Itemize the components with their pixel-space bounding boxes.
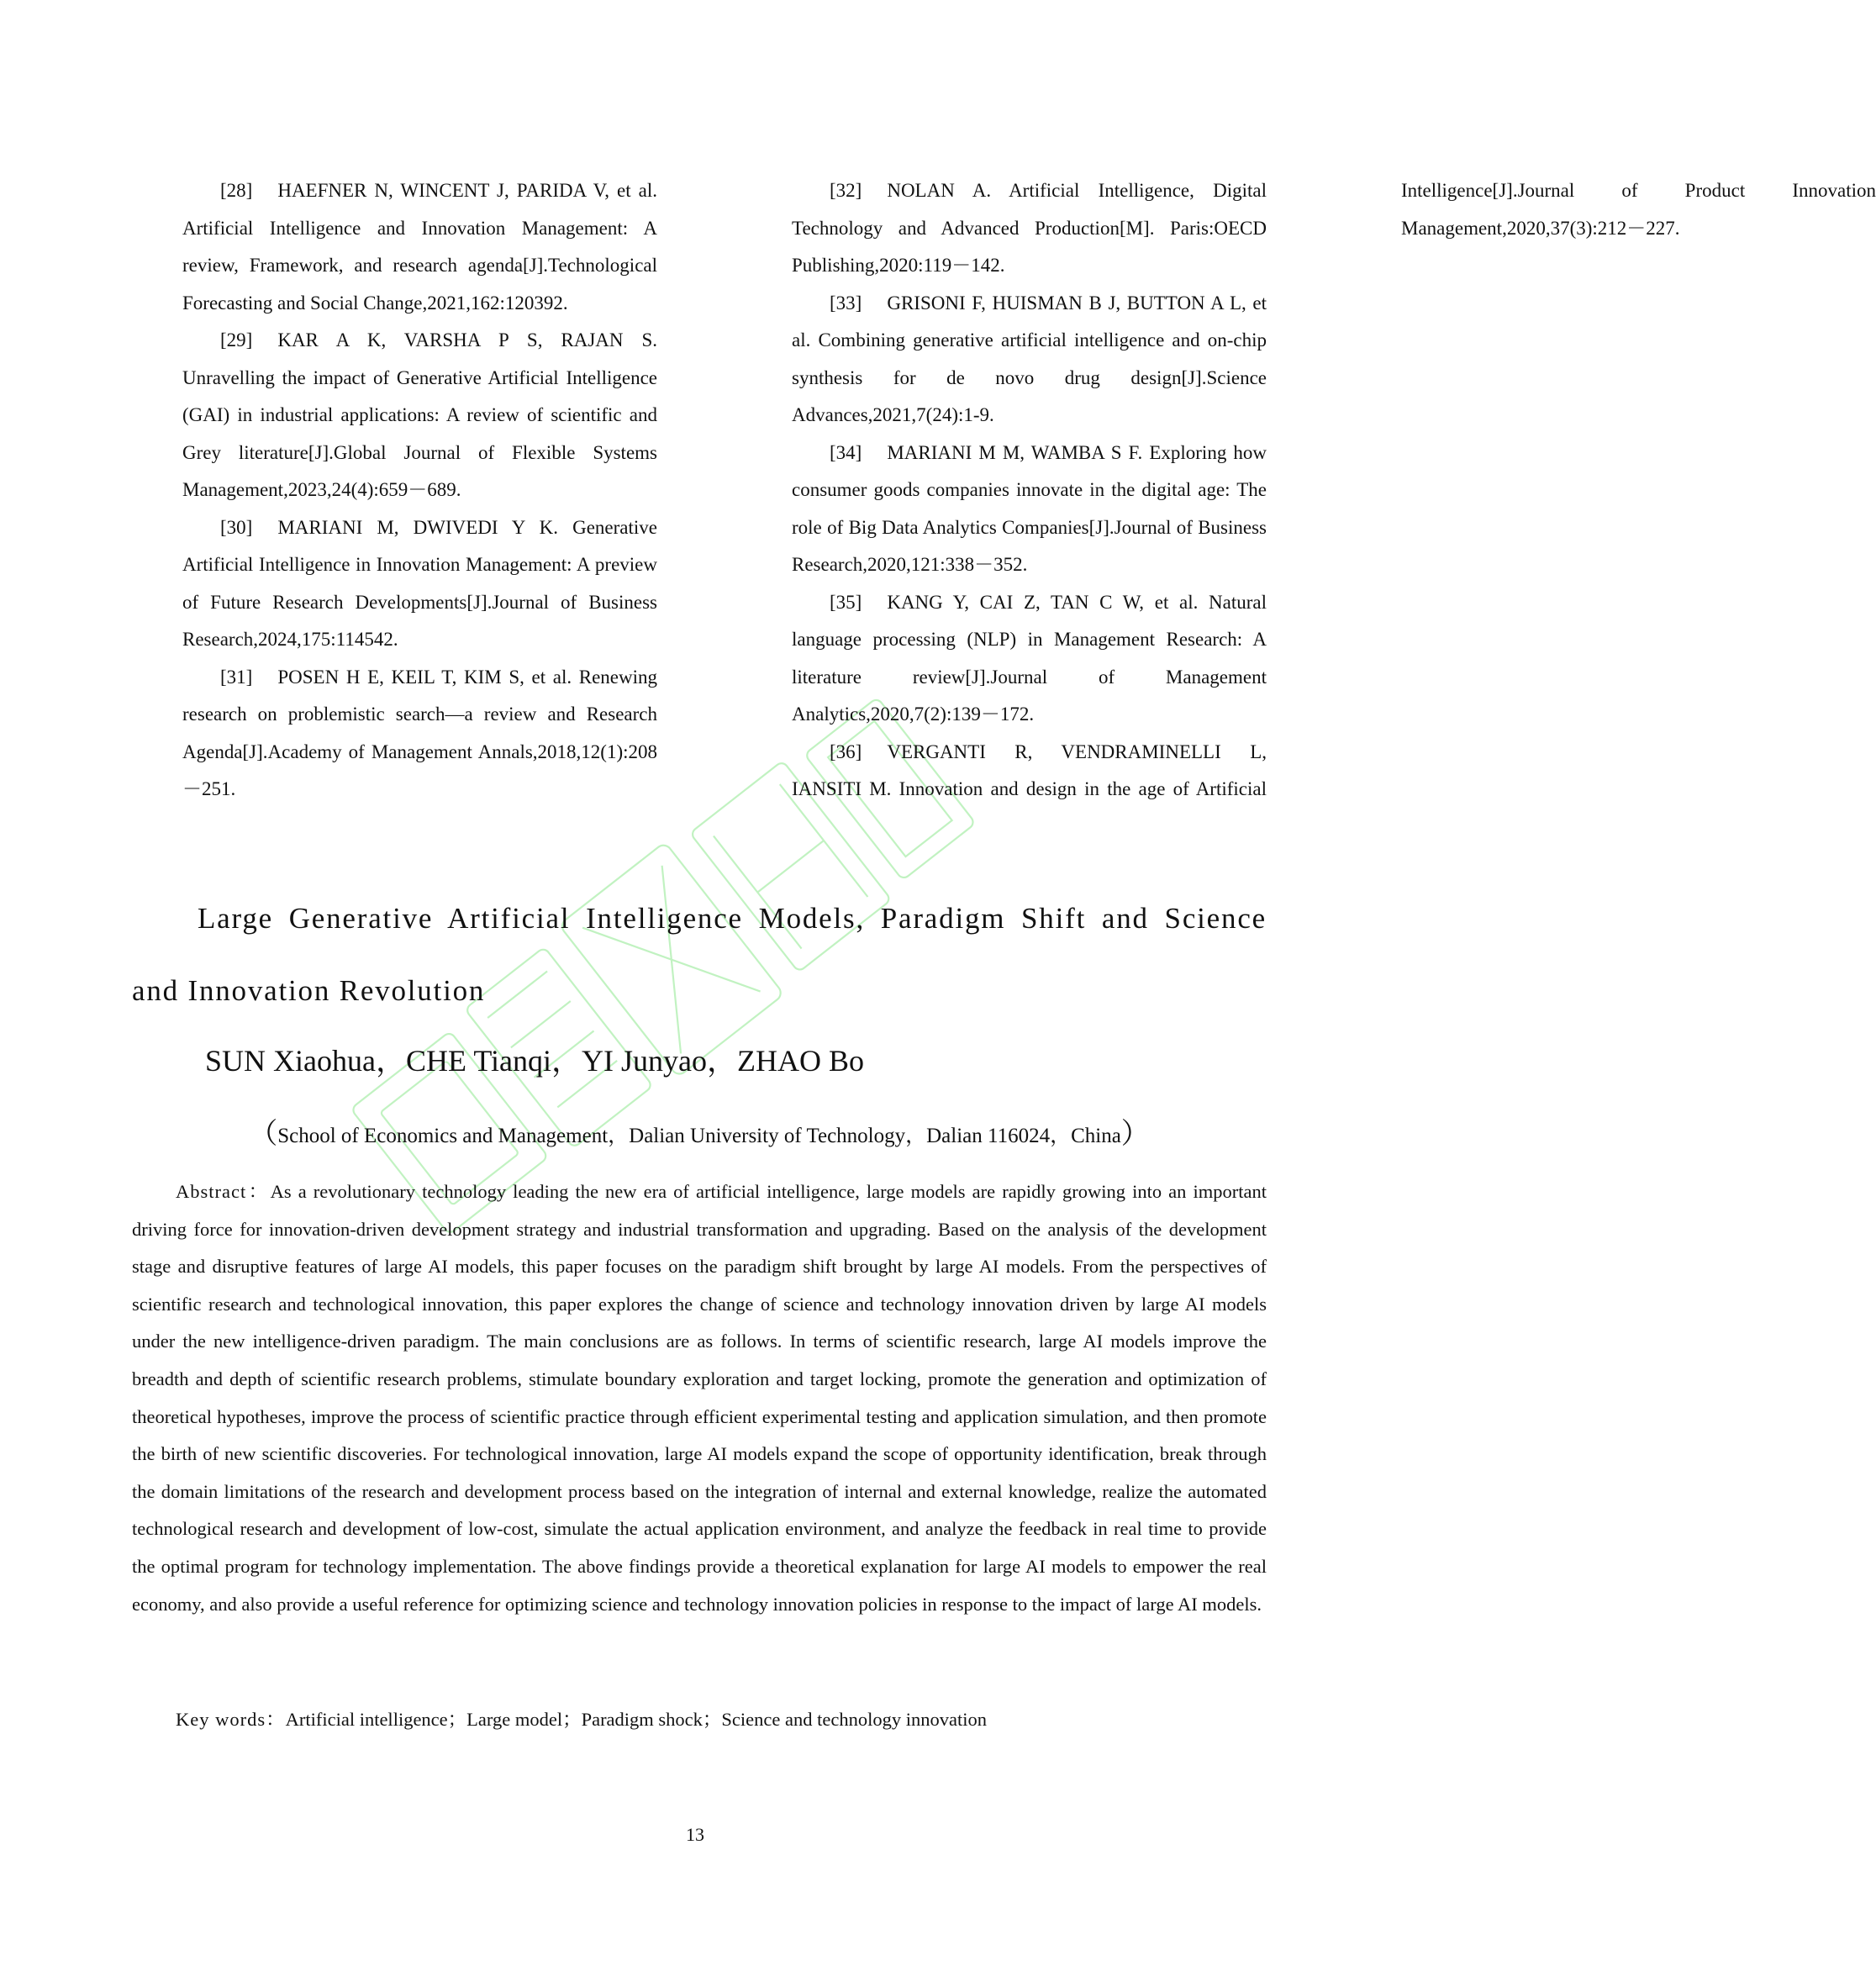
keywords-text: Artificial intelligence；Large model；Paradigm shock；Science and technology innovation (285, 1709, 987, 1730)
abstract-text: As a revolutionary technology leading the new era of artificial intelligence, large models are rapidly growing into an important driving force for innovation-driven development strategy and industrial transformation and upgrading. Based on the analysis of the development stage and disruptive features of large AI models, this paper focuses on the paradigm shift brought by large AI models. From the perspectives of scientific research and technological innovation, this paper explores the change of science and technology innovation driven by large AI models under the new intelligence-driven paradigm. The main conclusions are as follows. In terms of scientific research, large AI models improve the breadth and depth of scientific research problems, stimulate boundary exploration and target locking, promote the generation and optimization of theoretical hypotheses, improve the process of scientific practice through efficient experimental testing and application simulation, and then promote the birth of new scientific discoveries. For technological innovation, large AI models expand the scope of opportunity identification, break through the domain limitations of the research and development process based on the integration of internal and external knowledge, realize the automated technological research and development of low-cost, simulate the actual application environment, and analyze the feedback in real time to provide the optimal program for technology implementation. The above findings provide a theoretical explanation for large AI models to empower the real economy, and also provide a useful reference for optimizing science and technology innovation policies in response to the impact of large AI models. (132, 1181, 1267, 1615)
reference-item: [30] MARIANI M, DWIVEDI Y K. Generative Artificial Intelligence in Innovation Management: A preview of Future Research Developments[J].Journal of Business Research,2024,175:114542. (182, 516, 657, 650)
reference-item: [32] NOLAN A. Artificial Intelligence, Digital Technology and Advanced Production[M]. Paris:OECD Publishing,2020:119－142. (792, 180, 1267, 276)
affiliation-text: School of Economics and Management，Dalian University of Technology，Dalian 116024，China (277, 1125, 1121, 1147)
reference-list (182, 172, 1876, 849)
reference-item: [35] KANG Y, CAI Z, TAN C W, et al. Natural language processing (NLP) in Management Research: A literature review[J].Journal of Management Analytics,2020,7(2):139－172. (792, 591, 1267, 725)
author-list: SUN Xiaohua，CHE Tianqi，YI Junyao，ZHAO Bo (205, 1044, 865, 1078)
reference-item: [34] MARIANI M M, WAMBA S F. Exploring how consumer goods companies innovate in the digital age: The role of Big Data Analytics Companies[J].Journal of Business Research,2020,121:338－352. (792, 441, 1267, 575)
reference-item: [31] POSEN H E, KEIL T, KIM S, et al. Renewing research on problemistic search—a review and Research Agenda[J].Academy of Management Annals,2018,12(1):208－251. (182, 666, 657, 799)
affiliation (132, 1109, 1267, 1162)
keywords-label: Key words： (176, 1709, 286, 1730)
paper-title: Large Generative Artificial Intelligence Models, Paradigm Shift and Science and Innovation Revolution (132, 902, 1267, 1007)
abstract-label: Abstract： (176, 1181, 271, 1202)
reference-item: [33] GRISONI F, HUISMAN B J, BUTTON A L, et al. Combining generative artificial intelligence and on-chip synthesis for de novo drug design[J].Science Advances,2021,7(24):1-9. (792, 292, 1267, 425)
affiliation-open-paren: （ (249, 1119, 278, 1150)
keywords (176, 1701, 987, 1738)
reference-item: [28] HAEFNER N, WINCENT J, PARIDA V, et al. Artificial Intelligence and Innovation Management: A review, Framework, and research agenda[J].Technological Forecasting and Social Change,2021,162:120392. (182, 180, 657, 314)
page-number: 13 (686, 1824, 704, 1845)
reference-item: [36] VERGANTI R, VENDRAMINELLI L, IANSITI M. Innovation and design in the age of Artificial Intelligence[J].Journal of Product Innovation Management,2020,37(3):212－227. (792, 180, 1876, 799)
affiliation-close-paren: ） (1120, 1119, 1150, 1150)
abstract (132, 1173, 1267, 1623)
reference-item: [29] KAR A K, VARSHA P S, RAJAN S. Unravelling the impact of Generative Artificial Intelligence (GAI) in industrial applications: A review of scientific and Grey literature[J].Global Journal of Flexible Systems Management,2023,24(4):659－689. (182, 329, 657, 500)
